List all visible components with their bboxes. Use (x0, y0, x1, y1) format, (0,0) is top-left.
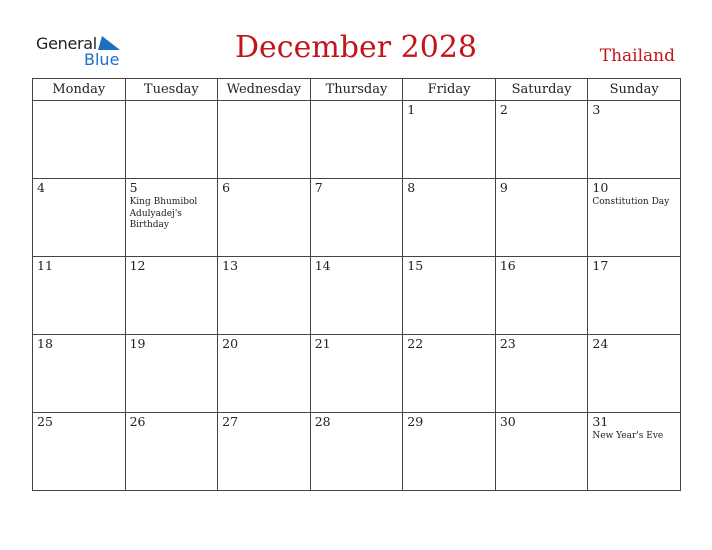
week-row (33, 257, 681, 335)
week-row (33, 101, 681, 179)
day-number: 26 (129, 414, 146, 429)
weekday-header: Tuesday (125, 79, 218, 101)
day-cell (495, 179, 588, 257)
day-number: 6 (222, 180, 231, 195)
day-cell (310, 101, 403, 179)
day-cell (33, 335, 126, 413)
day-cell (495, 101, 588, 179)
day-cell (588, 101, 681, 179)
day-number: 5 (129, 180, 138, 195)
day-number: 8 (407, 180, 416, 195)
day-cell (33, 179, 126, 257)
day-number: 14 (314, 258, 331, 273)
weekday-header: Thursday (310, 79, 403, 101)
day-cell (310, 335, 403, 413)
day-number: 9 (499, 180, 508, 195)
day-cell (403, 257, 496, 335)
weekday-header: Saturday (495, 79, 588, 101)
day-number: 12 (129, 258, 146, 273)
day-cell (310, 413, 403, 491)
day-cell (495, 257, 588, 335)
day-number: 2 (499, 102, 508, 117)
day-cell (33, 413, 126, 491)
day-number: 27 (222, 414, 239, 429)
week-row (33, 413, 681, 491)
day-cell (125, 179, 218, 257)
day-number: 24 (592, 336, 609, 351)
day-number (33, 101, 125, 103)
day-cell (218, 257, 311, 335)
day-cell (403, 335, 496, 413)
weekday-header: Friday (403, 79, 496, 101)
day-cell (125, 257, 218, 335)
day-number: 16 (499, 258, 516, 273)
day-cell (33, 257, 126, 335)
day-number: 15 (407, 258, 424, 273)
day-cell (403, 179, 496, 257)
day-cell (33, 101, 126, 179)
logo-text-blue: Blue (84, 50, 120, 69)
day-cell (403, 101, 496, 179)
weekday-header: Monday (33, 79, 126, 101)
day-cell (403, 413, 496, 491)
day-cell (588, 335, 681, 413)
day-number: 20 (222, 336, 239, 351)
day-number: 3 (592, 102, 601, 117)
week-row (33, 179, 681, 257)
day-cell (495, 413, 588, 491)
day-cell (218, 335, 311, 413)
day-number: 30 (499, 414, 516, 429)
week-row (33, 335, 681, 413)
holiday-label: New Year's Eve (592, 431, 664, 441)
day-number: 25 (37, 414, 53, 429)
day-number: 28 (314, 414, 331, 429)
day-number: 7 (314, 180, 323, 195)
day-number (311, 101, 403, 103)
day-number: 11 (37, 258, 53, 273)
calendar-grid (32, 78, 681, 491)
day-number: 23 (499, 336, 516, 351)
day-cell (588, 413, 681, 491)
day-cell (310, 257, 403, 335)
day-cell (588, 257, 681, 335)
day-cell (125, 413, 218, 491)
logo-text-general: General (36, 34, 97, 53)
holiday-label: King Bhumibol Adulyadej's Birthday (129, 197, 198, 230)
weekday-header: Wednesday (218, 79, 311, 101)
day-number: 31 (592, 414, 609, 429)
day-cell (588, 179, 681, 257)
day-cell (218, 413, 311, 491)
day-cell (495, 335, 588, 413)
day-number: 22 (407, 336, 424, 351)
day-number: 13 (222, 258, 239, 273)
day-number: 1 (407, 102, 416, 117)
weekday-header-row (33, 79, 681, 101)
calendar-title: December 2028 (235, 30, 477, 65)
day-number (218, 101, 310, 103)
day-cell (218, 179, 311, 257)
day-cell (310, 179, 403, 257)
day-number (126, 101, 218, 103)
day-cell (218, 101, 311, 179)
country-label: Thailand (599, 46, 675, 66)
day-cell (125, 101, 218, 179)
weekday-header: Sunday (588, 79, 681, 101)
day-number: 10 (592, 180, 609, 195)
day-number: 19 (129, 336, 146, 351)
day-number: 29 (407, 414, 424, 429)
day-number: 21 (314, 336, 331, 351)
day-number: 4 (37, 180, 45, 195)
day-number: 18 (37, 336, 53, 351)
day-number: 17 (592, 258, 609, 273)
day-cell (125, 335, 218, 413)
holiday-label: Constitution Day (592, 197, 670, 207)
